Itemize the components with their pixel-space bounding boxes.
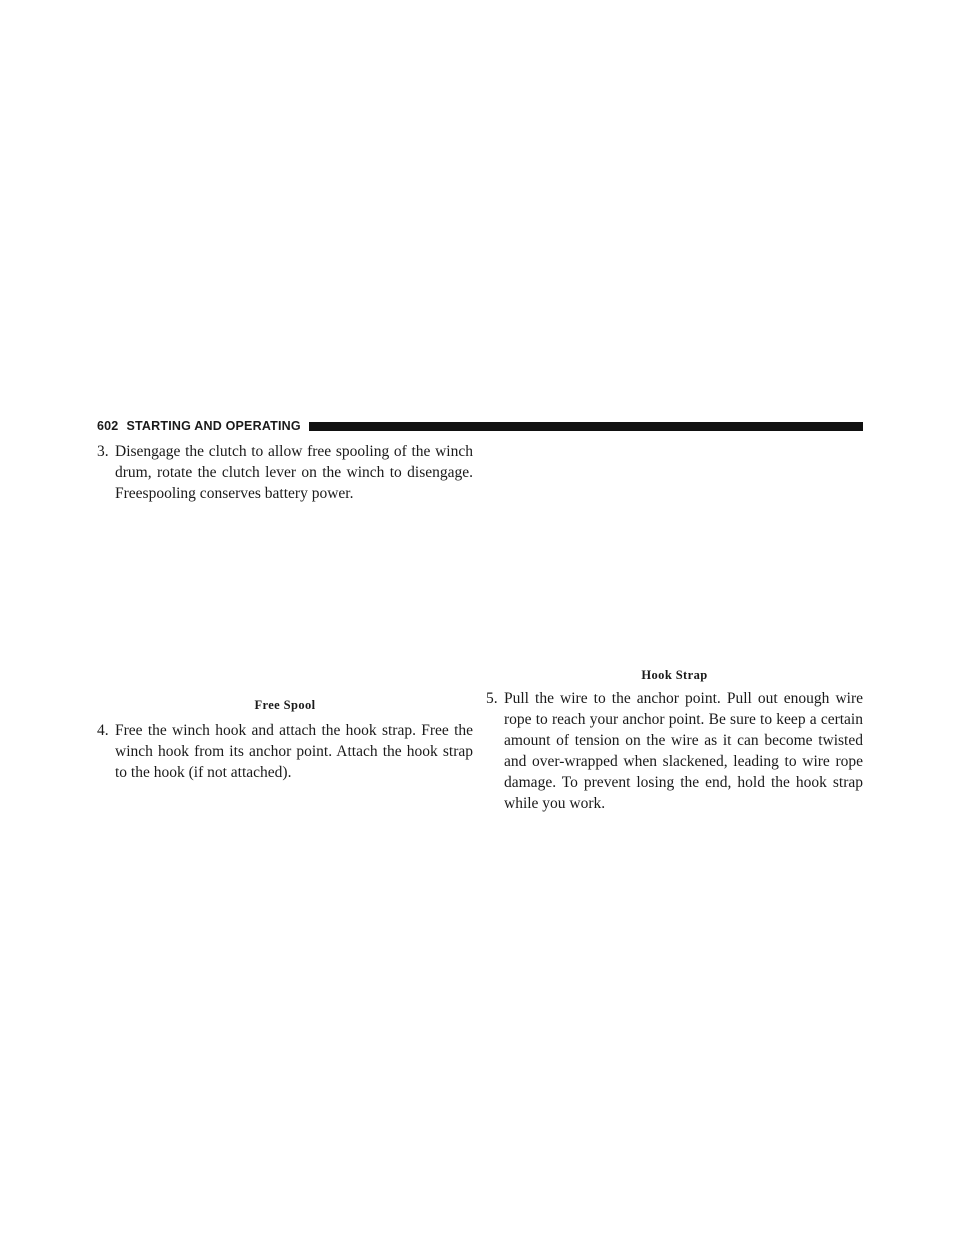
step-number: 5. bbox=[486, 690, 498, 707]
page-number: 602 bbox=[97, 419, 119, 433]
hook-strap-figure bbox=[486, 441, 863, 663]
step-number: 4. bbox=[97, 722, 109, 739]
page-header bbox=[97, 418, 863, 434]
step-3 bbox=[97, 441, 473, 504]
step-number: 3. bbox=[97, 443, 109, 460]
free-spool-figure bbox=[97, 510, 473, 695]
step-text: Free the winch hook and attach the hook strap. Free the winch hook from its anchor point. Attach the hook strap to the hook (if not attached). bbox=[115, 722, 473, 781]
section-title: STARTING AND OPERATING bbox=[126, 419, 301, 433]
step-5 bbox=[486, 688, 863, 814]
step-4 bbox=[97, 720, 473, 783]
step-text: Disengage the clutch to allow free spooling of the winch drum, rotate the clutch lever on the winch to disengage. Freespooling conserves battery power. bbox=[115, 443, 473, 502]
hook-strap-caption: Hook Strap bbox=[641, 668, 708, 682]
step-text: Pull the wire to the anchor point. Pull out enough wire rope to reach your anchor point. Be sure to keep a certain amount of tension on the wire as it can become twisted and over-wrapped when slackened, leading to wire rope damage. To prevent losing the end, hold the hook strap while you work. bbox=[504, 690, 863, 812]
free-spool-caption: Free Spool bbox=[254, 698, 316, 712]
header-rule bbox=[309, 422, 863, 431]
